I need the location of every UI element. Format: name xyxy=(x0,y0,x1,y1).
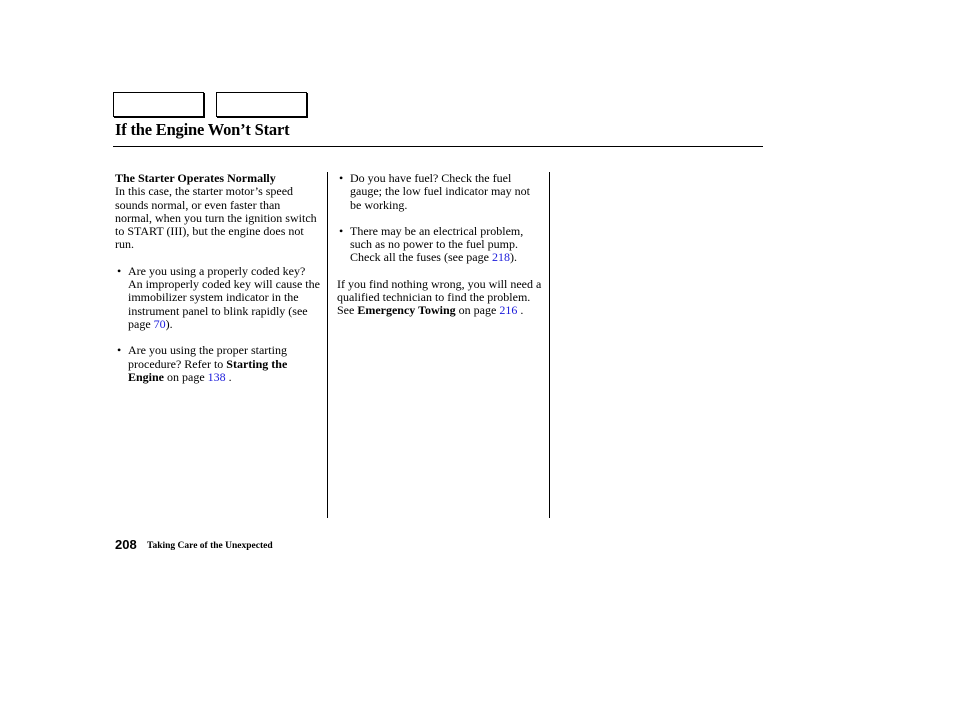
bold-reference: Emergency Towing xyxy=(357,303,456,318)
bullet-text-mid: on page xyxy=(164,369,208,384)
column-divider xyxy=(549,172,550,518)
nav-box-previous[interactable] xyxy=(113,92,204,117)
bullet-text-end: . xyxy=(225,369,232,384)
bullet-text: Are you using a properly coded key? An improperly coded key will cause the immobilizer system indicator in the instrument panel to blink rapidly (see page xyxy=(128,263,320,331)
closing-paragraph xyxy=(337,278,542,318)
bullet-item xyxy=(337,225,542,265)
bullet-item xyxy=(115,265,320,331)
bullet-text: Do you have fuel? Check the fuel gauge; the low fuel indicator may not be working. xyxy=(350,171,530,212)
page-link-216[interactable]: 216 xyxy=(499,303,518,318)
bullet-text: Are you using the proper starting procedure? Refer to xyxy=(128,343,287,371)
bullet-mark: • xyxy=(117,343,122,358)
bullet-mark: • xyxy=(339,223,344,238)
title-rule xyxy=(113,146,763,147)
column-2 xyxy=(337,172,542,318)
bullet-item xyxy=(337,172,542,212)
page-title: If the Engine Won’t Start xyxy=(115,120,290,139)
page-link-138[interactable]: 138 xyxy=(207,369,226,384)
section-heading: The Starter Operates Normally xyxy=(115,171,276,185)
column-1 xyxy=(115,172,320,384)
page-link-218[interactable]: 218 xyxy=(491,250,510,265)
closing-text: If you find nothing wrong, you will need a qualified technician to find the problem. See xyxy=(337,276,542,318)
bullet-item xyxy=(115,344,320,384)
page-link-70[interactable]: 70 xyxy=(153,316,166,331)
page-number: 208 xyxy=(115,537,137,552)
bullet-text-end: ). xyxy=(509,250,517,265)
column-divider xyxy=(327,172,328,518)
nav-box-next[interactable] xyxy=(216,92,307,117)
closing-text-mid: on page xyxy=(455,303,500,318)
bullet-mark: • xyxy=(339,171,344,185)
bullet-text-end: ). xyxy=(165,316,173,331)
bullet-mark: • xyxy=(117,263,122,278)
closing-text-end: . xyxy=(517,303,524,318)
bullet-text: There may be an electrical problem, such as no power to the fuel pump. Check all the fuses (see page xyxy=(350,223,524,265)
intro-paragraph: In this case, the starter motor’s speed sounds normal, or even faster than normal, when you turn the ignition switch to START (III), but the engine does not run. xyxy=(115,184,317,252)
section-footer: Taking Care of the Unexpected xyxy=(147,541,273,551)
bold-reference: Starting the Engine xyxy=(128,356,288,384)
